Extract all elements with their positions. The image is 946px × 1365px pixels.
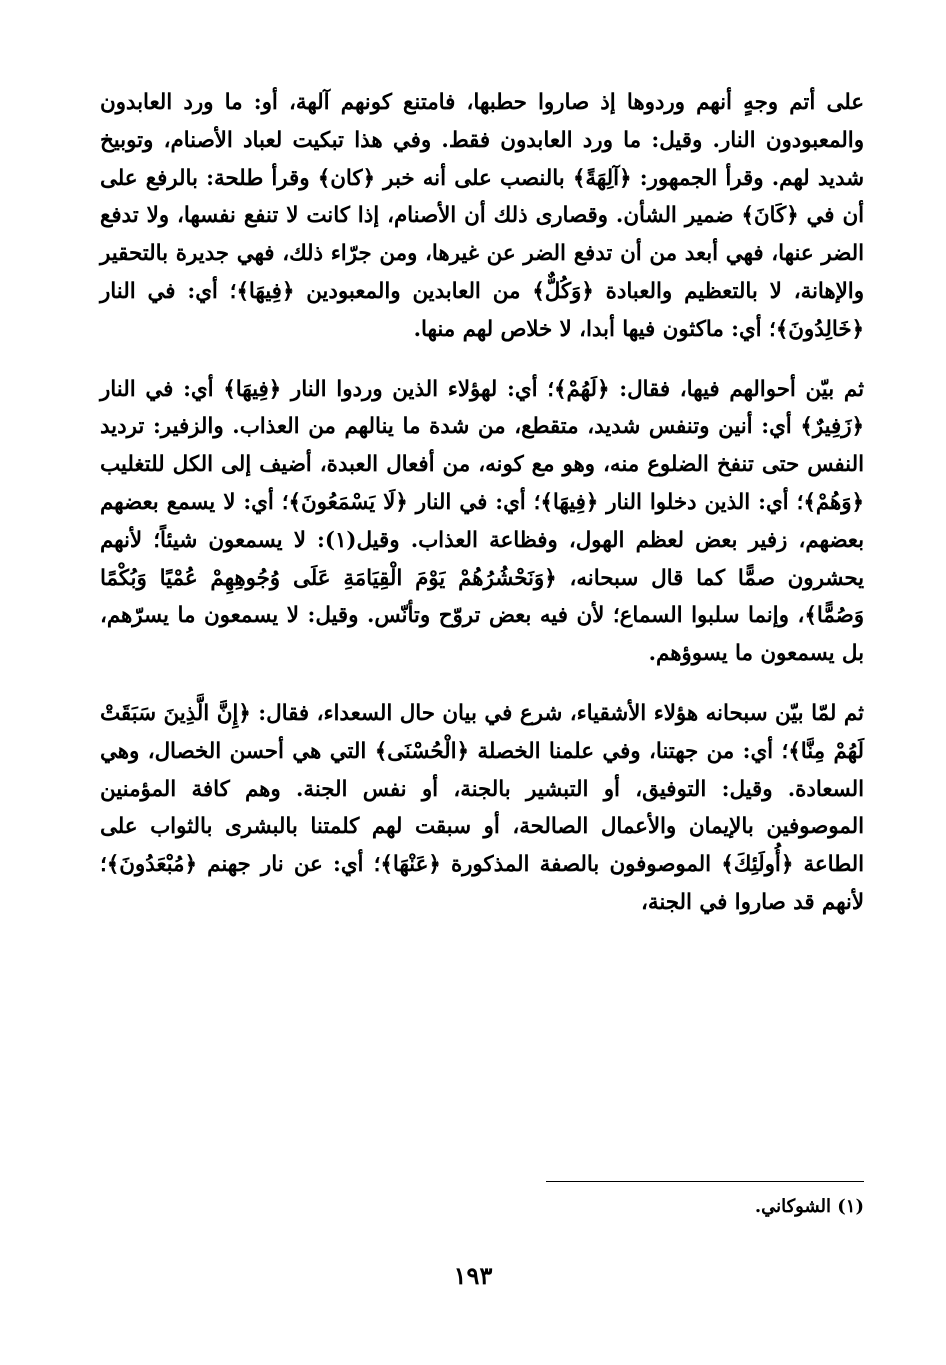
paragraph-3: ثم لمّا بيّن سبحانه هؤلاء الأشقياء، شرع في بيان حال السعداء، فقال: ﴿إِنَّ الَّذِينَ سَبَقَتْ لَهُمْ مِنَّا﴾؛ أي: من جهتنا، وفي علمنا الخصلة ﴿الْحُسْنَى﴾ التي هي أحسن الخصال، وهي السعادة. وقيل: التوفيق، أو التبشير بالجنة، أو نفس الجنة. وهم كافة المؤمنين الموصوفين بالإيمان والأعمال الصالحة، أو سبقت لهم كلمتنا بالبشرى بالثواب على الطاعة ﴿أُولَئِكَ﴾ الموصوفون بالصفة المذكورة ﴿عَنْهَا﴾؛ أي: عن نار جهنم ﴿مُبْعَدُونَ﴾؛ لأنهم قد صاروا في الجنة، (100, 700, 864, 915)
footnote: (١) الشوكاني. (754, 1196, 864, 1217)
page-body (100, 84, 864, 922)
page-number: ١٩٣ (453, 1261, 493, 1290)
paragraph-1: على أتم وجهٍ أنهم وردوها إذ صاروا حطبها، فامتنع كونهم آلهة، أو: ما ورد العابدون والمعبودون النار. وقيل: ما ورد العابدون فقط. وفي هذا تبكيت لعباد الأصنام، وتوبيخ شديد لهم. وقرأ الجمهور: ﴿آلِهَةً﴾ بالنصب على أنه خبر ﴿كان﴾ وقرأ طلحة: بالرفع على أن في ﴿كَانَ﴾ ضمير الشأن. وقصارى ذلك أن الأصنام، إذا كانت لا تنفع نفسها، ولا تدفع الضر عنها، فهي أبعد من أن تدفع الضر عن غيرها، ومن جرّاء ذلك، فهي جديرة بالتحقير والإهانة، لا بالتعظيم والعبادة ﴿وَكُلٌّ﴾ من العابدين والمعبودين ﴿فِيهَا﴾؛ أي: في النار ﴿خَالِدُونَ﴾؛ أي: ماكثون فيها أبدا، لا خلاص لهم منها. (100, 90, 864, 342)
paragraph-2: ثم بيّن أحوالهم فيها، فقال: ﴿لَهُمْ﴾؛ أي: لهؤلاء الذين وردوا النار ﴿فِيهَا﴾ أي: في النار ﴿زَفِيرٌ﴾ أي: أنين وتنفس شديد، متقطع، من شدة ما ينالهم من العذاب. والزفير: ترديد النفس حتى تنفخ الضلوع منه، وهو مع كونه، من أفعال العبدة، أضيف إلى الكل للتغليب ﴿وَهُمْ﴾؛ أي: الذين دخلوا النار ﴿فِيهَا﴾؛ أي: في النار ﴿لَا يَسْمَعُونَ﴾؛ أي: لا يسمع بعضهم بعضهم، زفير بعض لعظم الهول، وفظاعة العذاب. وقيل(١): لا يسمعون شيئاً؛ لأنهم يحشرون صمًّا كما قال سبحانه، ﴿وَنَحْشُرُهُمْ يَوْمَ الْقِيَامَةِ عَلَى وُجُوهِهِمْ عُمْيًا وَبُكْمًا وَصُمًّا﴾، وإنما سلبوا السماع؛ لأن فيه بعض تروّح وتأنّس. وقيل: لا يسمعون ما يسرّهم، بل يسمعون ما يسوؤهم. (100, 376, 864, 667)
footnote-divider (546, 1181, 864, 1182)
